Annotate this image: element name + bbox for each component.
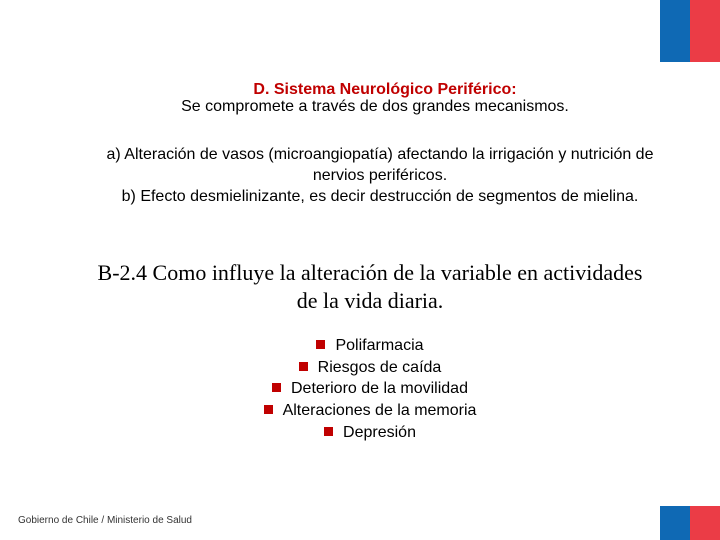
square-bullet-icon	[299, 362, 308, 371]
mechanism-a-line1: a) Alteración de vasos (microangiopatía) afectando la irrigación y nutrición de	[106, 146, 654, 163]
section-title	[0, 259, 720, 315]
effects-bullet-list	[0, 335, 720, 444]
list-item: Polifarmacia	[0, 335, 720, 357]
square-bullet-icon	[316, 340, 325, 349]
list-item: Alteraciones de la memoria	[0, 400, 720, 422]
mechanisms-list	[30, 144, 720, 207]
section-heading: D. Sistema Neurológico Periférico:	[253, 81, 517, 98]
square-bullet-icon	[324, 427, 333, 436]
list-item: Deterioro de la movilidad	[0, 378, 720, 400]
square-bullet-icon	[272, 383, 281, 392]
list-item: Depresión	[0, 422, 720, 444]
section-title-line2: de la vida diaria.	[296, 288, 444, 313]
chile-flag-stripe-bottom	[660, 506, 720, 540]
chile-flag-stripe-top	[660, 0, 720, 62]
list-item: Riesgos de caída	[0, 357, 720, 379]
mechanism-b: b) Efecto desmielinizante, es decir destrucción de segmentos de mielina.	[121, 188, 639, 205]
square-bullet-icon	[264, 405, 273, 414]
footer-credit: Gobierno de Chile / Ministerio de Salud	[18, 515, 192, 526]
mechanism-a-line2: nervios periféricos.	[312, 167, 448, 184]
section-title-line1: B-2.4 Como influye la alteración de la variable en actividades	[97, 260, 643, 285]
section-subheading: Se compromete a través de dos grandes mecanismos.	[181, 98, 569, 115]
